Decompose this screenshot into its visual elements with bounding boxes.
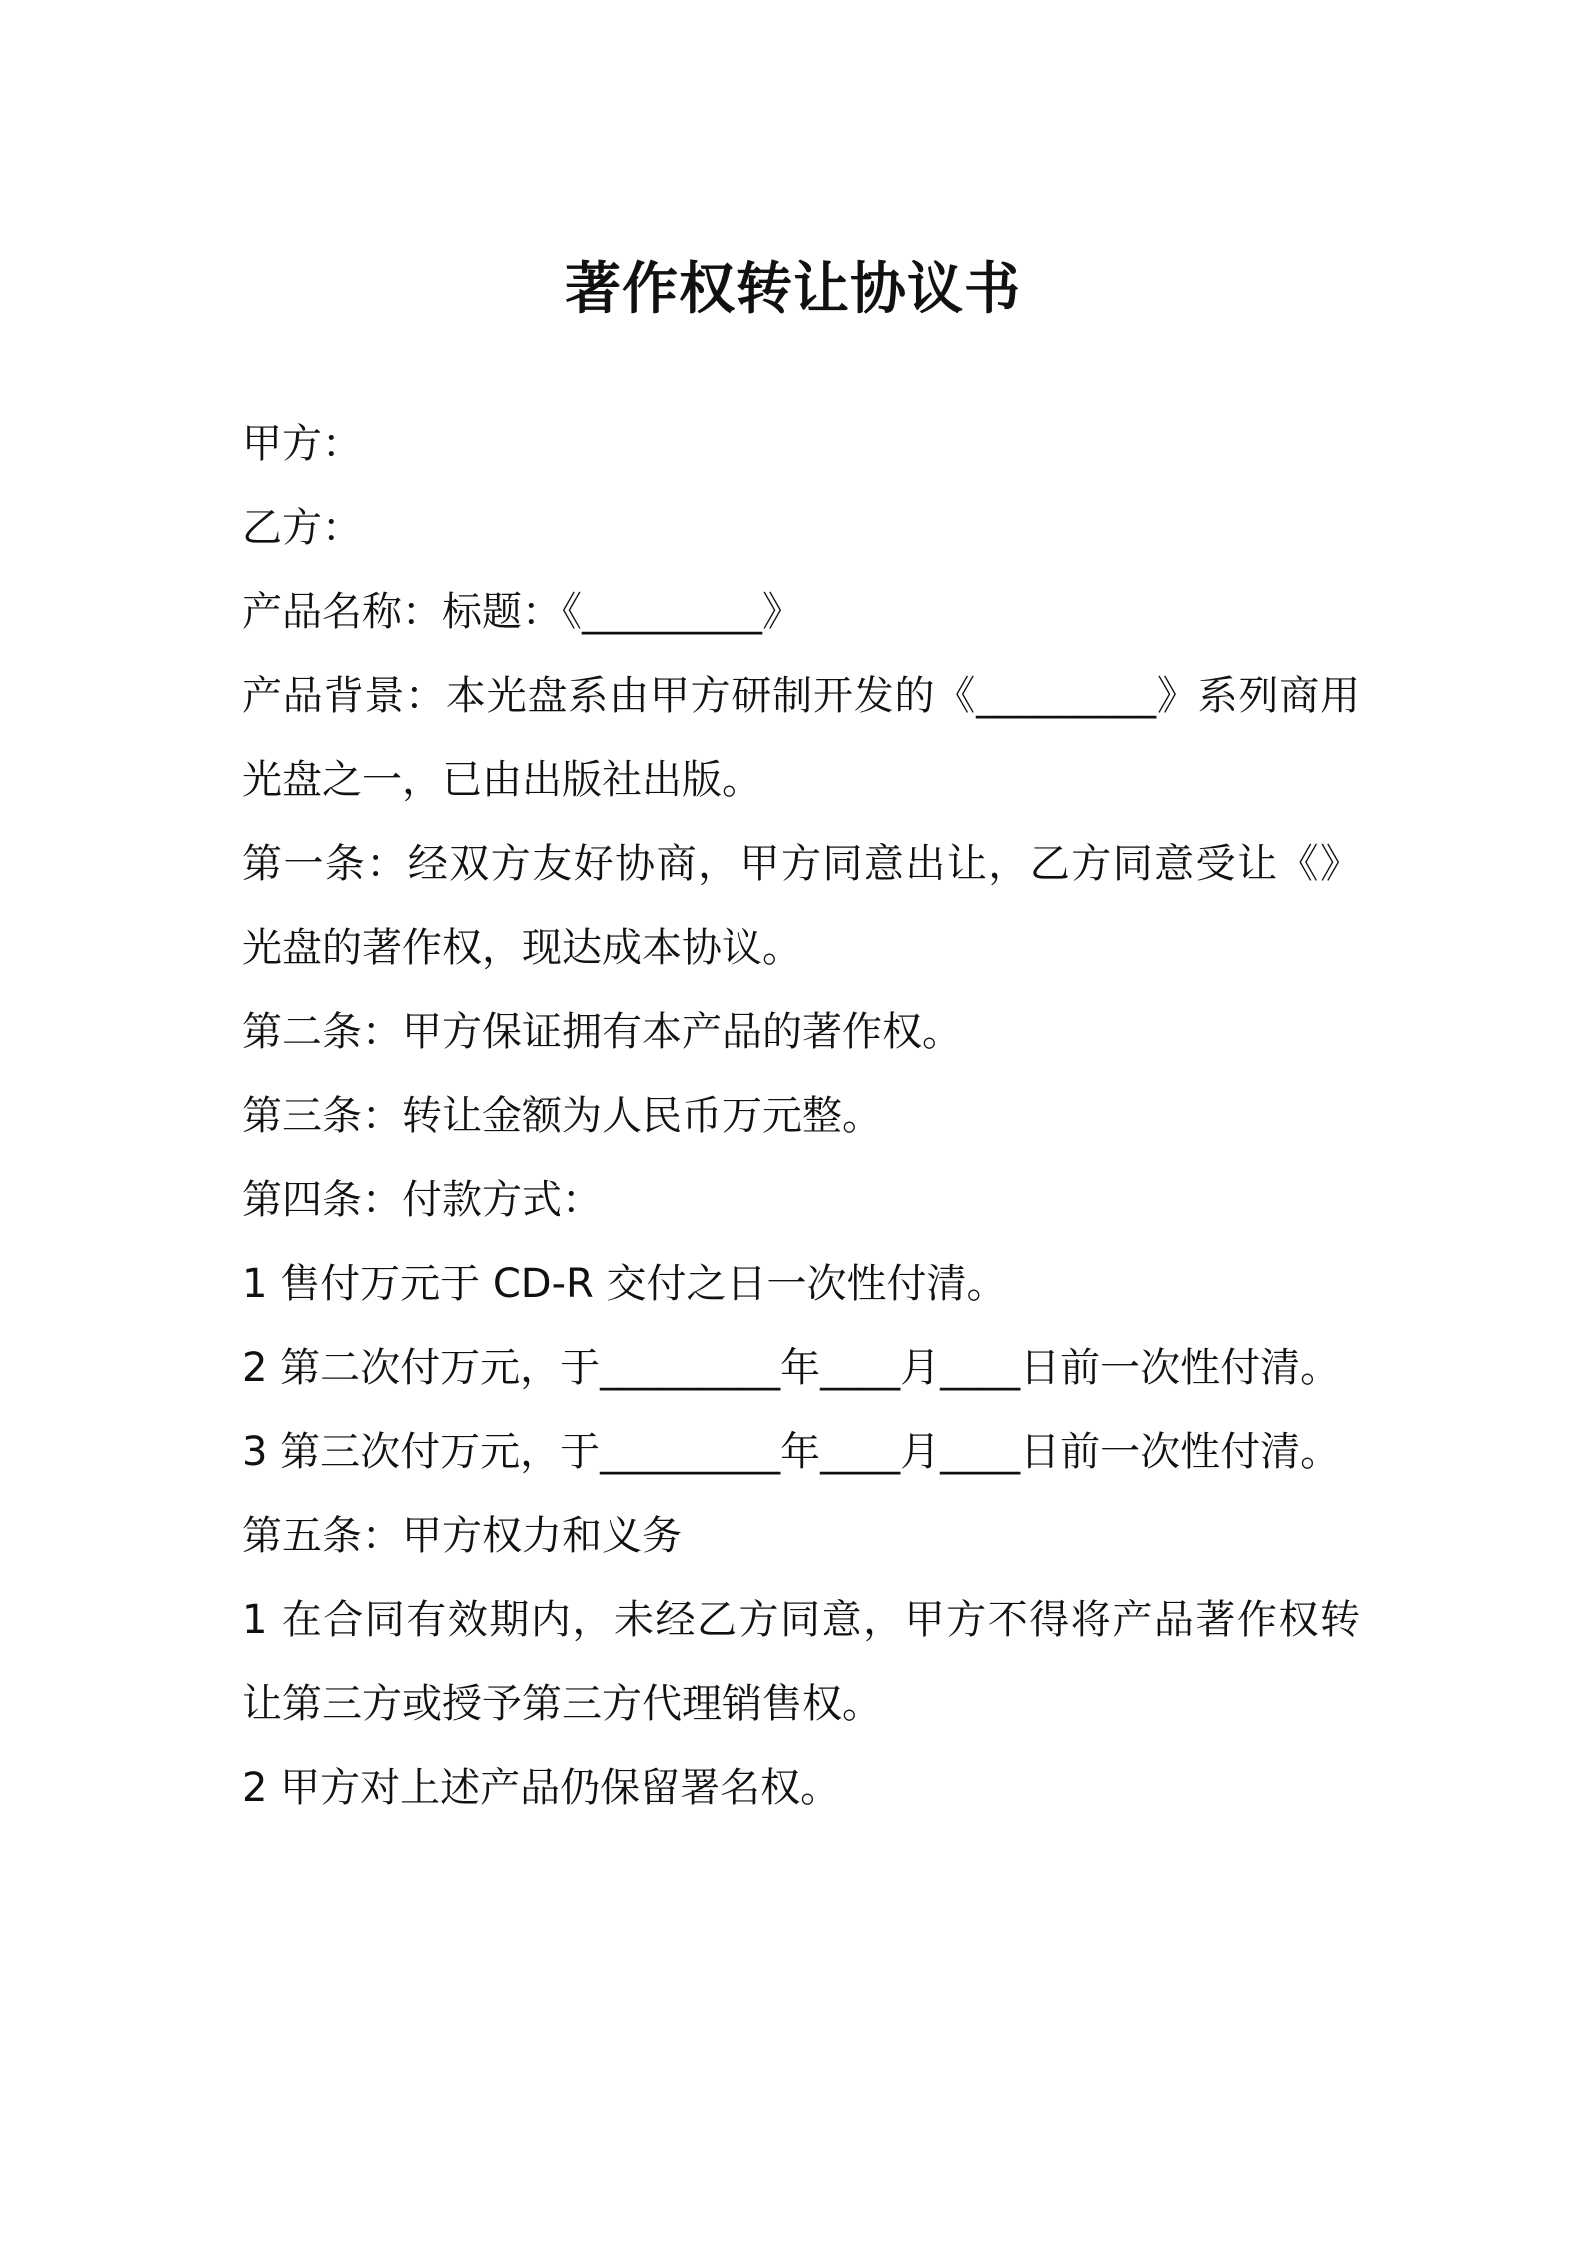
article-1-paragraph: 第一条：经双方友好协商，甲方同意出让，乙方同意受让《》光盘的著作权，现达成本协议。	[242, 841, 1360, 971]
document-body	[242, 402, 1360, 1830]
payment-item-3: 3 第三次付万元，于_________年____月____日前一次性付清。	[242, 1429, 1341, 1475]
article-5-item-1: 1 在合同有效期内，未经乙方同意，甲方不得将产品著作权转让第三方或授予第三方代理销售权。	[242, 1597, 1360, 1727]
article-5-item-2: 2 甲方对上述产品仍保留署名权。	[242, 1765, 841, 1811]
document-title: 著作权转让协议书	[565, 257, 1021, 322]
article-5-heading: 第五条：甲方权力和义务	[242, 1513, 682, 1559]
payment-item-1: 1 售付万元于 CD-R 交付之日一次性付清。	[242, 1261, 1007, 1307]
product-name-line: 产品名称：标题：《_________》	[242, 589, 802, 635]
party-b-line: 乙方：	[242, 505, 362, 551]
article-2-paragraph: 第二条：甲方保证拥有本产品的著作权。	[242, 1009, 962, 1055]
product-background-paragraph: 产品背景：本光盘系由甲方研制开发的《_________》系列商用光盘之一，已由出版社出版。	[242, 673, 1360, 803]
article-3-paragraph: 第三条：转让金额为人民币万元整。	[242, 1093, 882, 1139]
party-a-line: 甲方：	[242, 421, 362, 467]
payment-item-2: 2 第二次付万元，于_________年____月____日前一次性付清。	[242, 1345, 1341, 1391]
article-4-heading: 第四条：付款方式：	[242, 1177, 602, 1223]
